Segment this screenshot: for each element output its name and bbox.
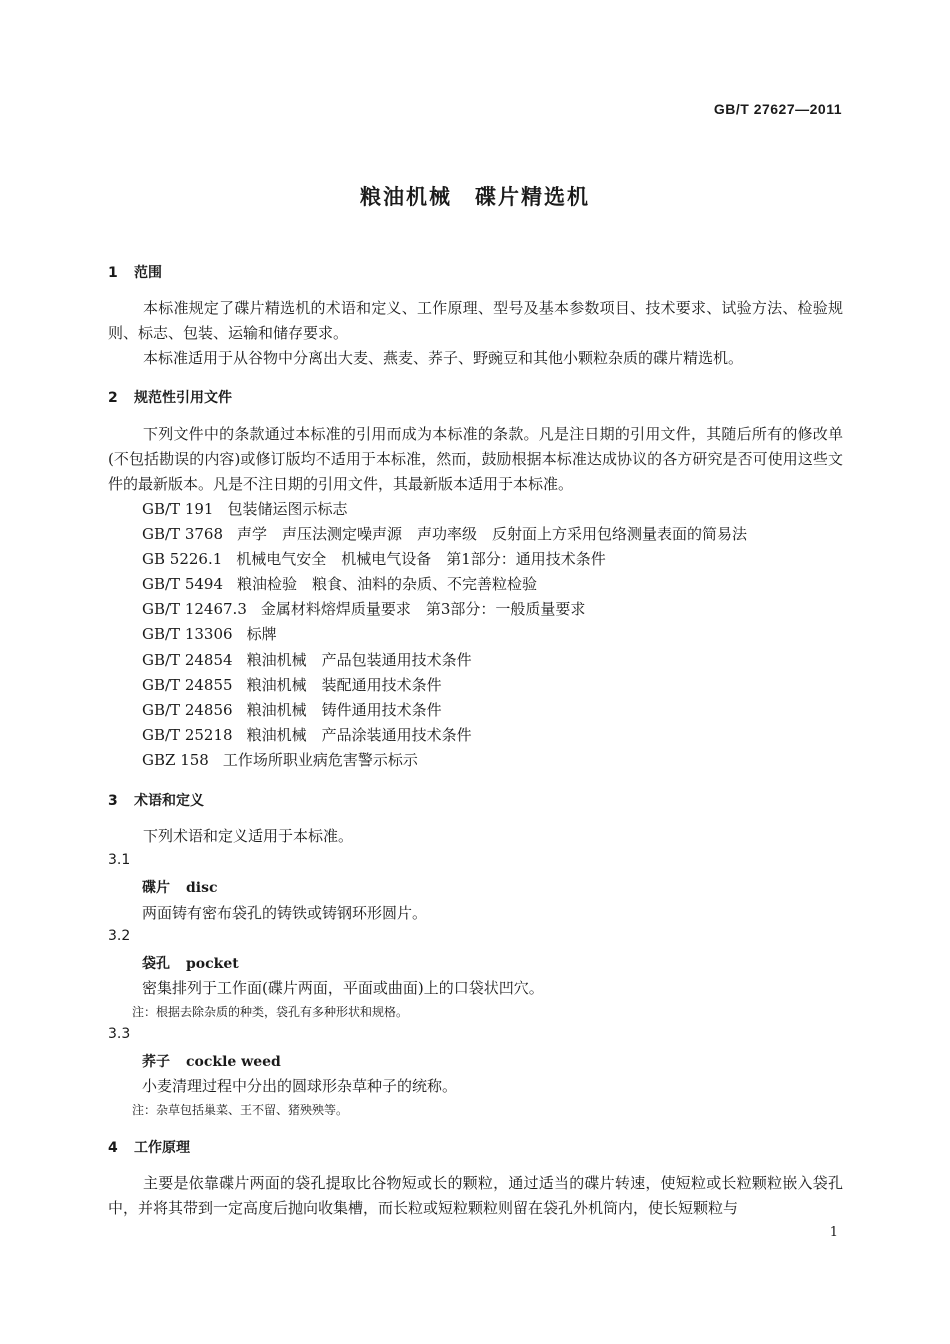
section-2-heading [108,387,232,407]
clause-number: 3.1 [108,852,131,868]
reference-code: GB/T 24854 [142,650,233,669]
term-note: 注：杂草包括巢菜、王不留、猪殃殃等。 [132,1103,349,1117]
term-definition: 密集排列于工作面(碟片两面，平面或曲面)上的口袋状凹穴。 [142,979,544,997]
term-chinese: 袋孔 [142,956,170,972]
section-number: 1 [108,265,118,281]
reference-title: 机械电气安全 机械电气设备 第1部分：通用技术条件 [236,550,606,569]
scope-paragraph-2: 本标准适用于从谷物中分离出大麦、燕麦、荞子、野豌豆和其他小颗粒杂质的碟片精选机。 [143,349,744,367]
term-chinese: 荞子 [142,1054,170,1070]
term-name [142,953,239,973]
reference-item [142,547,747,572]
reference-title: 粮油机械 产品包装通用技术条件 [246,650,472,669]
reference-code: GB/T 25218 [142,725,233,744]
references-intro: 下列文件中的条款通过本标准的引用而成为本标准的条款。凡是注日期的引用文件，其随后所有的修改单(不包括勘误的内容)或修订版均不适用于本标准，然而，鼓励根据本标准达成协议的各方研究是否可使用这些文件的最新版本。凡是不注日期的引用文件，其最新版本适用于本标准。 [108,425,843,493]
term-english: cockle weed [186,1054,281,1070]
reference-item [142,673,747,698]
reference-title: 粮油机械 产品涂装通用技术条件 [246,725,472,744]
reference-item [142,497,747,522]
term-definition: 小麦清理过程中分出的圆球形杂草种子的统称。 [142,1077,458,1095]
reference-code: GB/T 24856 [142,700,233,719]
reference-code: GB/T 24855 [142,675,233,694]
reference-title: 粮油检验 粮食、油料的杂质、不完善粒检验 [237,575,538,594]
reference-title: 金属材料熔焊质量要求 第3部分：一般质量要求 [260,600,586,619]
terms-intro: 下列术语和定义适用于本标准。 [143,827,354,845]
section-4-heading [108,1137,190,1157]
term-name [142,1051,281,1071]
reference-item [142,597,747,622]
reference-title: 标牌 [246,625,277,644]
reference-code: GB/T 12467.3 [142,600,247,619]
section-title: 范围 [134,265,162,281]
reference-item [142,572,747,597]
reference-code: GB/T 191 [142,500,214,518]
section-1-heading [108,262,162,282]
reference-item [142,723,747,748]
standard-code: GB/T 27627—2011 [713,101,842,117]
section-3-heading [108,790,204,810]
reference-title: 粮油机械 铸件通用技术条件 [246,700,442,719]
section-number: 3 [108,793,118,809]
reference-code: GB/T 5494 [142,575,224,594]
reference-code: GBZ 158 [142,750,209,769]
page-number: 1 [829,1225,838,1240]
reference-code: GB/T 13306 [142,625,233,644]
term-english: disc [186,880,218,896]
reference-title: 粮油机械 装配通用技术条件 [246,675,442,694]
section-title: 规范性引用文件 [134,390,232,406]
scope-paragraph-1: 本标准规定了碟片精选机的术语和定义、工作原理、型号及基本参数项目、技术要求、试验方法、检验规则、标志、包装、运输和储存要求。 [108,299,843,342]
term-definition: 两面铸有密布袋孔的铸铁或铸钢环形圆片。 [142,904,428,922]
reference-title: 包装储运图示标志 [227,500,348,518]
term-note: 注：根据去除杂质的种类，袋孔有多种形状和规格。 [132,1005,409,1019]
section-title: 工作原理 [134,1140,190,1156]
term-chinese: 碟片 [142,880,170,896]
section-title: 术语和定义 [134,793,204,809]
clause-number: 3.3 [108,1026,131,1042]
section-number: 4 [108,1140,118,1156]
reference-code: GB 5226.1 [142,550,223,569]
term-name [142,877,218,897]
working-principle-paragraph: 主要是依靠碟片两面的袋孔提取比谷物短或长的颗粒，通过适当的碟片转速，使短粒或长粒颗粒嵌入袋孔中，并将其带到一定高度后抛向收集槽，而长粒或短粒颗粒则留在袋孔外机筒内，使长短颗粒与 [108,1174,843,1217]
section-number: 2 [108,390,118,406]
reference-title: 声学 声压法测定噪声源 声功率级 反射面上方采用包络测量表面的简易法 [237,525,748,544]
reference-item [142,622,747,647]
reference-item [142,698,747,723]
reference-title: 工作场所职业病危害警示标示 [222,750,418,769]
reference-item [142,748,747,773]
reference-list [142,497,747,773]
reference-code: GB/T 3768 [142,525,224,544]
term-english: pocket [186,956,239,972]
clause-number: 3.2 [108,928,131,944]
reference-item [142,648,747,673]
reference-item [142,522,747,547]
document-title: 粮油机械 碟片精选机 [360,185,590,209]
